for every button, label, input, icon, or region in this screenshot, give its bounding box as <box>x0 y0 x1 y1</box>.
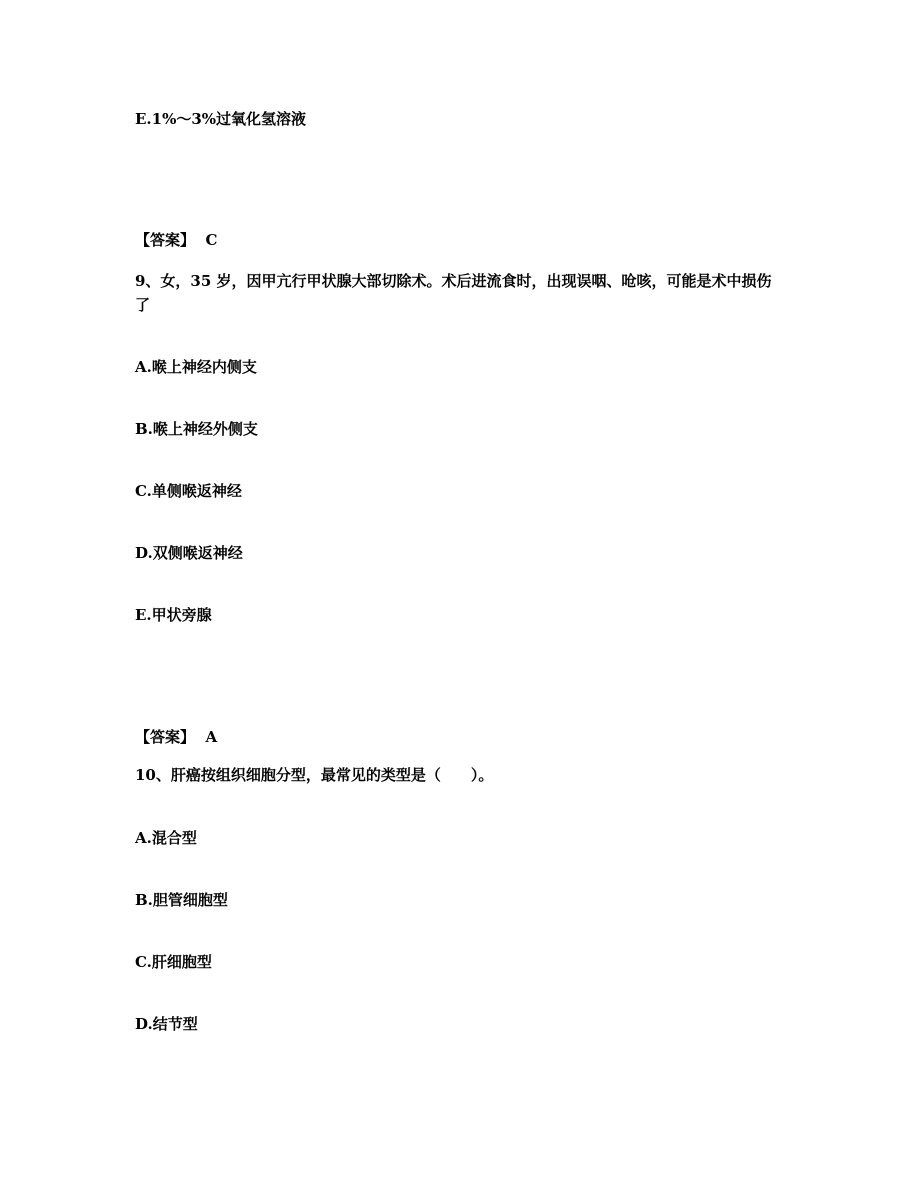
question-10-option-b: B.胆管细胞型 <box>135 891 228 909</box>
question-9-option-e: E.甲状旁腺 <box>135 606 212 624</box>
question-9-option-b: B.喉上神经外侧支 <box>135 420 258 438</box>
question-9-stem: 9、女，35 岁，因甲亢行甲状腺大部切除术。术后进流食时，出现误咽、呛咳，可能是术中损伤了 <box>135 272 772 314</box>
question-10-stem: 10、肝癌按组织细胞分型，最常见的类型是（ ）。 <box>135 766 494 784</box>
question-9-option-d: D.双侧喉返神经 <box>135 544 243 562</box>
prev-answer: 【答案】 C <box>135 231 218 249</box>
question-9-answer: 【答案】 A <box>135 728 218 746</box>
question-9-option-c: C.单侧喉返神经 <box>135 482 242 500</box>
question-9-option-a: A.喉上神经内侧支 <box>135 358 257 376</box>
question-10-option-c: C.肝细胞型 <box>135 953 212 971</box>
question-10-option-a: A.混合型 <box>135 829 197 847</box>
question-10-option-d: D.结节型 <box>135 1015 198 1033</box>
prev-option-e: E.1%～3%过氧化氢溶液 <box>135 110 307 128</box>
